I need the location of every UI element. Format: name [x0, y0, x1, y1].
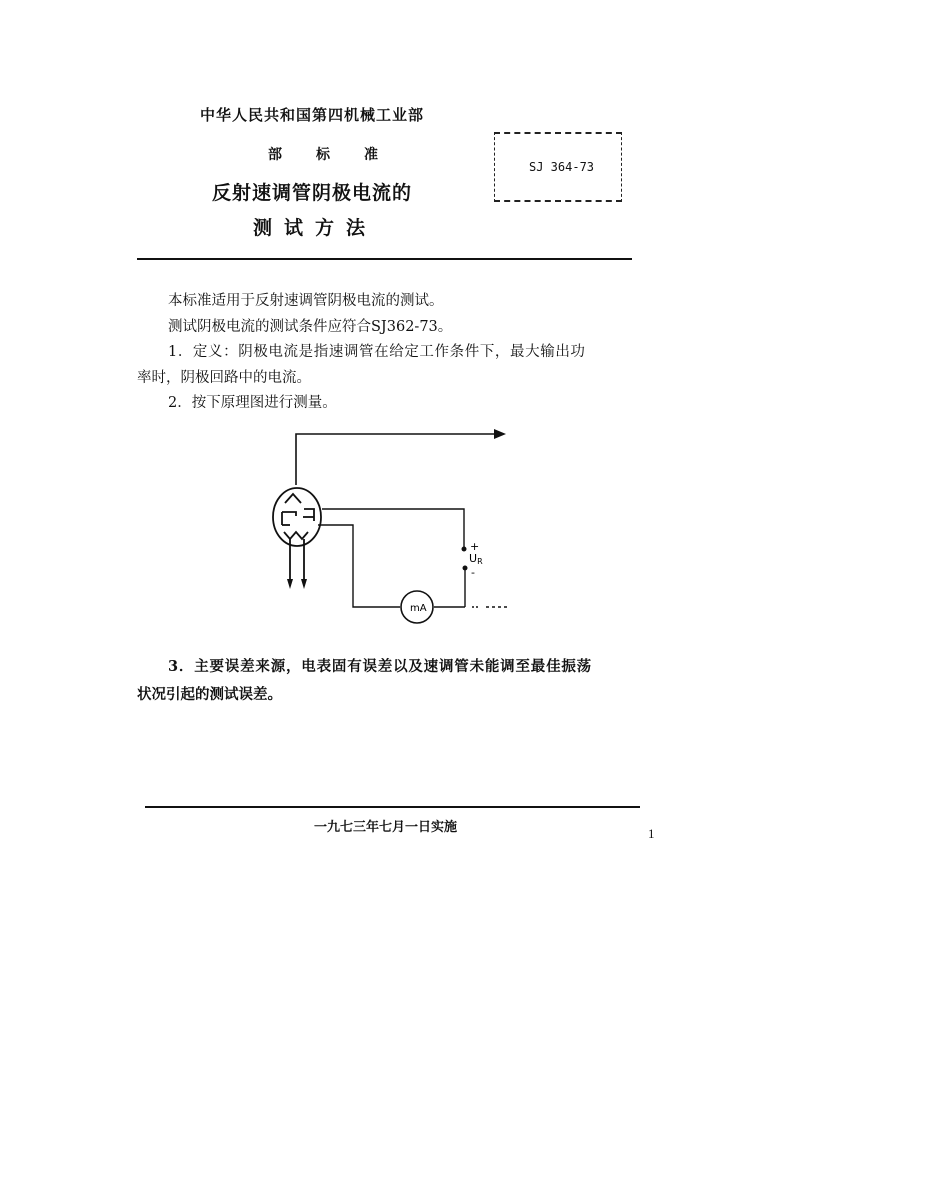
- effective-date: 一九七三年七月一日实施: [314, 820, 458, 835]
- minus-sign: -: [471, 566, 475, 579]
- voltage-symbol: U: [469, 552, 478, 565]
- measurement-circuit-diagram: [260, 425, 520, 625]
- ministry-heading: 中华人民共和国第四机械工业部: [200, 106, 425, 124]
- error-sources-line2: 状况引起的测试误差。: [137, 686, 282, 703]
- page-number: 1: [648, 826, 655, 841]
- error-sources-line1: 3．主要误差来源，电表固有误差以及速调管未能调至最佳振荡: [168, 658, 592, 675]
- klystron-tube-icon: [273, 488, 321, 583]
- procedure-paragraph: 2．按下原理图进行测量。: [168, 395, 337, 411]
- scope-paragraph: 本标准适用于反射速调管阴极电流的测试。: [168, 293, 444, 309]
- output-arrow-icon: [494, 429, 506, 439]
- voltage-subscript: R: [477, 557, 483, 566]
- document-title-line1: 反射速调管阴极电流的: [212, 182, 413, 204]
- conditions-paragraph: 测试阴极电流的测试条件应符合SJ362-73。: [168, 319, 453, 335]
- terminal-plus: [462, 547, 467, 552]
- output-line: [296, 434, 498, 485]
- meter-label: mA: [410, 603, 427, 614]
- document-title-line2: 测试方法: [253, 217, 378, 239]
- voltage-label: [469, 552, 483, 566]
- definition-line1: 1．定义：阴极电流是指速调管在给定工作条件下，最大输出功: [168, 344, 586, 360]
- header-divider: [137, 258, 632, 260]
- standard-type: 部标准: [268, 147, 412, 163]
- terminal-minus: [463, 566, 468, 571]
- filament-arrows: [287, 579, 307, 589]
- definition-line2: 率时，阴极回路中的电流。: [137, 370, 311, 386]
- standard-code: SJ 364-73: [529, 160, 595, 174]
- footer-divider: [145, 806, 640, 808]
- plus-sign: +: [470, 540, 480, 553]
